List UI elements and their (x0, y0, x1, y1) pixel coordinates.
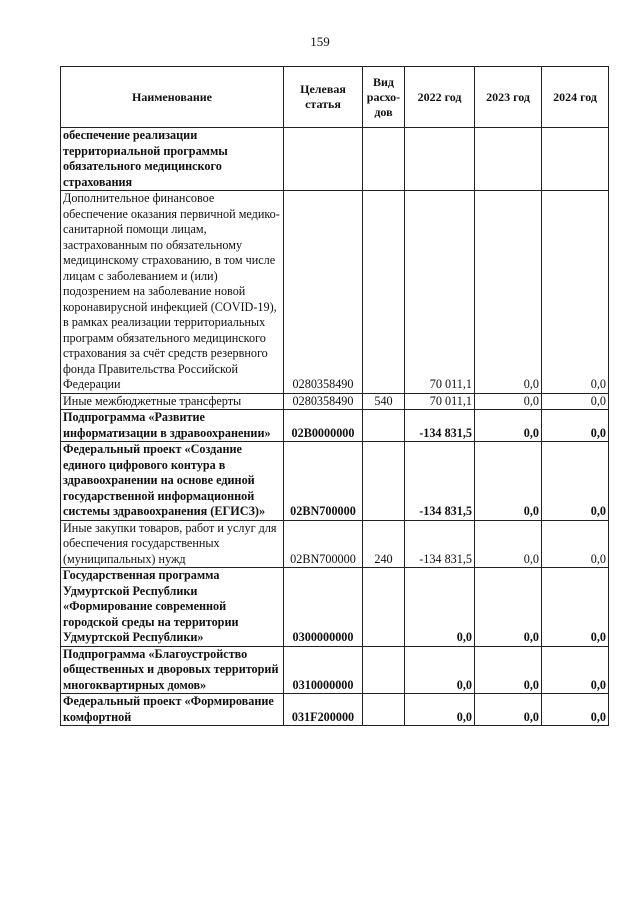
row-amount-2022: -134 831,5 (405, 410, 475, 442)
row-target-code: 0280358490 (284, 393, 363, 410)
row-amount-2024: 0,0 (542, 568, 609, 647)
row-expense-type: 240 (363, 520, 405, 568)
row-target-code: 0280358490 (284, 191, 363, 394)
row-name: Федеральный проект «Создание единого цифрового контура в здравоохранении на основе единой государственной информационной системы здравоохранения (ЕГИСЗ)» (61, 442, 284, 521)
row-amount-2022: 0,0 (405, 694, 475, 726)
row-target-code: 0310000000 (284, 646, 363, 694)
row-amount-2024: 0,0 (542, 393, 609, 410)
table-row (61, 520, 609, 568)
header-target: Целевая статья (284, 67, 363, 128)
row-amount-2022: 0,0 (405, 568, 475, 647)
row-amount-2024: 0,0 (542, 442, 609, 521)
row-target-code: 0300000000 (284, 568, 363, 647)
row-target-code: 02BN700000 (284, 520, 363, 568)
row-name: Подпрограмма «Развитие информатизации в здравоохранении» (61, 410, 284, 442)
row-amount-2022: 70 011,1 (405, 393, 475, 410)
row-name: Государственная программа Удмуртской Республики «Формирование современной городской среды на территории Удмуртской Республики» (61, 568, 284, 647)
row-amount-2023: 0,0 (475, 520, 542, 568)
row-amount-2024: 0,0 (542, 520, 609, 568)
table-header-row (61, 67, 609, 128)
row-amount-2023: 0,0 (475, 410, 542, 442)
row-expense-type (363, 410, 405, 442)
row-amount-2024: 0,0 (542, 694, 609, 726)
row-amount-2023: 0,0 (475, 694, 542, 726)
row-name: обеспечение реализации территориальной программы обязательного медицинского страхования (61, 128, 284, 191)
table-row (61, 128, 609, 191)
row-expense-type (363, 646, 405, 694)
row-amount-2022: 70 011,1 (405, 191, 475, 394)
row-amount-2023 (475, 128, 542, 191)
header-name: Наименование (61, 67, 284, 128)
header-2023: 2023 год (475, 67, 542, 128)
row-expense-type: 540 (363, 393, 405, 410)
row-expense-type (363, 568, 405, 647)
row-name: Иные закупки товаров, работ и услуг для обеспечения государственных (муниципальных) нужд (61, 520, 284, 568)
row-amount-2022 (405, 128, 475, 191)
row-amount-2022: -134 831,5 (405, 520, 475, 568)
row-expense-type (363, 128, 405, 191)
budget-table (60, 66, 609, 726)
row-target-code (284, 128, 363, 191)
table-row (61, 410, 609, 442)
table-row (61, 442, 609, 521)
row-amount-2022: 0,0 (405, 646, 475, 694)
header-2022: 2022 год (405, 67, 475, 128)
row-name: Дополнительное финансовое обеспечение оказания первичной медико-санитарной помощи лицам, застрахованным по обязательному медицинскому страхованию, в том числе лицам с заболеванием и (или) подозрением на заболевание новой коронавирусной инфекцией (COVID-19), в рамках реализации территориальных программ обязательного медицинского страхования за счёт средств резервного фонда Правительства Российской Федерации (61, 191, 284, 394)
row-expense-type (363, 694, 405, 726)
row-name: Иные межбюджетные трансферты (61, 393, 284, 410)
table-row (61, 694, 609, 726)
row-amount-2024: 0,0 (542, 191, 609, 394)
table-row (61, 568, 609, 647)
row-name: Федеральный проект «Формирование комфортной (61, 694, 284, 726)
row-amount-2024: 0,0 (542, 646, 609, 694)
table-row (61, 191, 609, 394)
row-amount-2023: 0,0 (475, 191, 542, 394)
row-amount-2022: -134 831,5 (405, 442, 475, 521)
row-amount-2024: 0,0 (542, 410, 609, 442)
row-amount-2023: 0,0 (475, 393, 542, 410)
table-row (61, 646, 609, 694)
header-2024: 2024 год (542, 67, 609, 128)
row-amount-2024 (542, 128, 609, 191)
row-expense-type (363, 191, 405, 394)
row-target-code: 031F200000 (284, 694, 363, 726)
row-name: Подпрограмма «Благоустройство общественных и дворовых территорий многоквартирных домов» (61, 646, 284, 694)
row-expense-type (363, 442, 405, 521)
header-vid: Вид расхо-дов (363, 67, 405, 128)
row-target-code: 02B0000000 (284, 410, 363, 442)
table-row (61, 393, 609, 410)
row-amount-2023: 0,0 (475, 568, 542, 647)
row-amount-2023: 0,0 (475, 442, 542, 521)
row-amount-2023: 0,0 (475, 646, 542, 694)
row-target-code: 02BN700000 (284, 442, 363, 521)
page-number: 159 (310, 34, 330, 49)
